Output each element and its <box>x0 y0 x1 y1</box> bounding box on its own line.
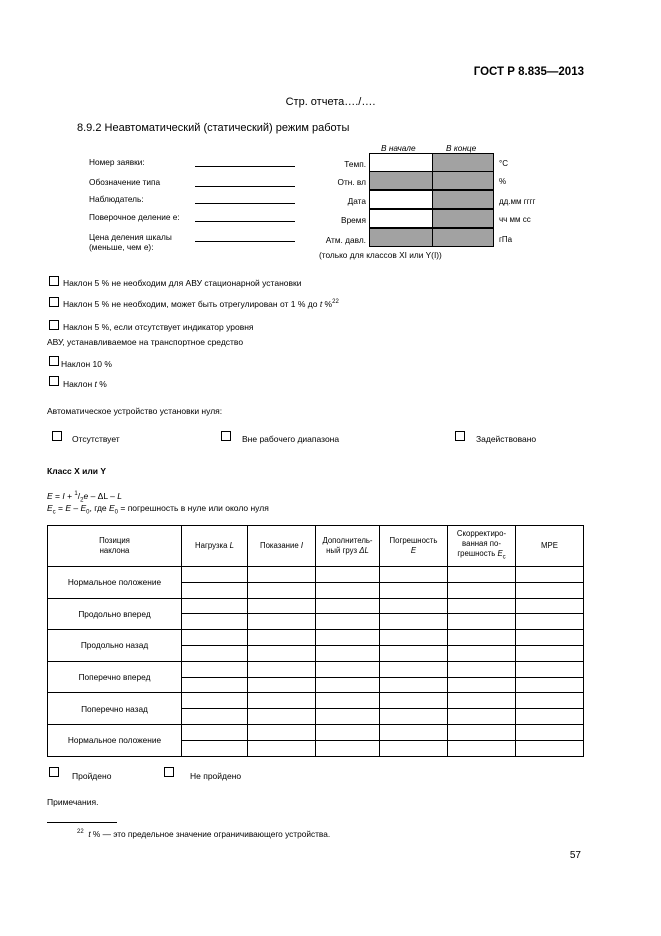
label-temperature: Темп. <box>344 159 366 169</box>
humidity-start-cell[interactable] <box>369 171 433 190</box>
table-cell[interactable] <box>516 724 584 740</box>
report-page-counter: Стр. отчета…./…. <box>285 96 376 108</box>
unit-time: чч мм сс <box>499 215 531 224</box>
table-cell[interactable] <box>182 582 248 598</box>
table-cell[interactable] <box>248 661 316 677</box>
label-passed: Пройдено <box>72 771 112 781</box>
table-cell[interactable] <box>248 693 316 709</box>
table-row <box>48 693 584 709</box>
section-title: 8.9.2 Неавтоматический (статический) режим работы <box>77 122 350 134</box>
option-tilt-adjustable: Наклон 5 % не необходим, может быть отрегулирован от 1 % до t %$^{22}$ <box>63 299 339 309</box>
position-forward: Продольно вперед <box>48 598 182 630</box>
position-normal-1: Нормальное положение <box>48 567 182 599</box>
checkbox-auto-zero-out-of-range[interactable] <box>221 431 231 441</box>
checkbox-passed[interactable] <box>49 767 59 777</box>
column-end: В конце <box>446 143 477 153</box>
table-cell[interactable] <box>182 709 248 725</box>
pressure-end-cell[interactable] <box>432 228 494 247</box>
position-normal-2: Нормальное положение <box>48 724 182 756</box>
table-cell[interactable] <box>380 661 448 677</box>
table-cell[interactable] <box>316 614 380 630</box>
table-cell[interactable] <box>516 693 584 709</box>
table-cell[interactable] <box>448 630 516 646</box>
field-label-verification-interval: Поверочное деление e: <box>89 212 180 222</box>
table-row <box>48 598 584 614</box>
table-cell[interactable] <box>448 677 516 693</box>
label-pressure: Атм. давл. <box>325 235 366 245</box>
table-cell[interactable] <box>380 614 448 630</box>
header-position: Позиция наклона <box>48 526 182 567</box>
table-cell[interactable] <box>182 614 248 630</box>
table-cell[interactable] <box>248 630 316 646</box>
classes-note: (только для классов XI или Y(I)) <box>319 250 442 260</box>
standard-code: ГОСТ Р 8.835—2013 <box>473 66 584 78</box>
table-cell[interactable] <box>448 709 516 725</box>
position-lateral-forward: Поперечно вперед <box>48 661 182 693</box>
table-cell[interactable] <box>448 740 516 756</box>
temp-start-cell[interactable] <box>369 153 433 172</box>
table-cell[interactable] <box>380 693 448 709</box>
time-end-cell[interactable] <box>432 209 494 228</box>
table-cell[interactable] <box>448 598 516 614</box>
checkbox-tilt-10[interactable] <box>49 356 59 366</box>
table-cell[interactable] <box>448 693 516 709</box>
formula-error: $E = I + ^1/_2e - \Delta L - L$ <box>47 491 122 504</box>
table-cell[interactable] <box>380 630 448 646</box>
table-cell[interactable] <box>248 709 316 725</box>
table-row <box>48 630 584 646</box>
label-date: Дата <box>347 196 366 206</box>
table-cell[interactable] <box>248 598 316 614</box>
table-cell[interactable] <box>182 677 248 693</box>
table-cell[interactable] <box>448 645 516 661</box>
table-cell[interactable] <box>516 567 584 583</box>
table-cell[interactable] <box>182 598 248 614</box>
header-reading: Показание I <box>248 526 316 567</box>
notes-label: Примечания. <box>47 797 99 807</box>
table-cell[interactable] <box>316 630 380 646</box>
table-cell[interactable] <box>316 661 380 677</box>
checkbox-tilt-no-level-indicator[interactable] <box>49 320 59 330</box>
unit-date: дд.мм гггг <box>499 197 536 206</box>
option-auto-zero-enabled: Задействовано <box>476 434 537 444</box>
table-cell[interactable] <box>182 645 248 661</box>
option-auto-zero-out-of-range: Вне рабочего диапазона <box>242 434 340 444</box>
option-tilt-not-needed-stationary: Наклон 5 % не необходим для АВУ стационарной установки <box>63 278 302 288</box>
option-tilt-10: Наклон 10 % <box>61 359 112 369</box>
table-cell[interactable] <box>248 645 316 661</box>
table-cell[interactable] <box>380 645 448 661</box>
temp-end-cell[interactable] <box>432 153 494 172</box>
header-additional-load: Дополнитель- ный груз ΔL <box>316 526 380 567</box>
table-cell[interactable] <box>316 724 380 740</box>
table-cell[interactable] <box>316 677 380 693</box>
checkbox-auto-zero-enabled[interactable] <box>455 431 465 441</box>
page-number: 57 <box>569 850 581 861</box>
table-cell[interactable] <box>380 709 448 725</box>
label-humidity: Отн. вл <box>337 177 366 187</box>
table-cell[interactable] <box>516 661 584 677</box>
table-cell[interactable] <box>516 630 584 646</box>
time-start-cell[interactable] <box>369 209 433 228</box>
table-cell[interactable] <box>182 693 248 709</box>
unit-humidity: % <box>499 177 507 186</box>
date-start-cell[interactable] <box>369 190 433 209</box>
field-label-type: Обозначение типа <box>89 177 161 187</box>
table-row <box>48 567 584 583</box>
table-cell[interactable] <box>380 598 448 614</box>
option-tilt-no-level-indicator: Наклон 5 %, если отсутствует индикатор уровня <box>63 322 254 332</box>
table-cell[interactable] <box>448 582 516 598</box>
column-start: В начале <box>381 143 416 153</box>
table-cell[interactable] <box>380 724 448 740</box>
table-cell[interactable] <box>316 709 380 725</box>
table-cell[interactable] <box>516 598 584 614</box>
header-load: Нагрузка L <box>182 526 248 567</box>
table-cell[interactable] <box>316 582 380 598</box>
header-mpe: MPE <box>516 526 584 567</box>
table-cell[interactable] <box>316 598 380 614</box>
table-cell[interactable] <box>380 567 448 583</box>
pressure-start-cell[interactable] <box>369 228 433 247</box>
checkbox-tilt-adjustable[interactable] <box>49 297 59 307</box>
table-cell[interactable] <box>316 740 380 756</box>
option-tilt-t: Наклон t % <box>63 379 107 389</box>
table-cell[interactable] <box>516 582 584 598</box>
table-cell[interactable] <box>448 614 516 630</box>
table-cell[interactable] <box>182 740 248 756</box>
tilt-test-table <box>47 525 584 757</box>
table-cell[interactable] <box>516 709 584 725</box>
table-cell[interactable] <box>248 582 316 598</box>
table-cell[interactable] <box>380 740 448 756</box>
table-cell[interactable] <box>380 582 448 598</box>
label-failed: Не пройдено <box>190 771 242 781</box>
table-row <box>48 661 584 677</box>
table-row <box>48 724 584 740</box>
date-end-cell[interactable] <box>432 190 494 209</box>
table-cell[interactable] <box>248 567 316 583</box>
table-cell[interactable] <box>248 677 316 693</box>
table-cell[interactable] <box>182 567 248 583</box>
unit-pressure: гПа <box>499 235 513 244</box>
table-cell[interactable] <box>448 724 516 740</box>
position-backward: Продольно назад <box>48 630 182 662</box>
formula-corrected-error: $E_c = E - E_0$, где $E_0$ = погрешность в нуле или около нуля <box>47 503 269 516</box>
auto-zero-title: Автоматическое устройство установки нуля: <box>47 406 223 416</box>
field-label-scale-interval: Цена деления шкалы (меньше, чем e): <box>89 232 172 252</box>
checkbox-failed[interactable] <box>164 767 174 777</box>
field-label-request-number: Номер заявки: <box>89 157 145 167</box>
table-cell[interactable] <box>248 614 316 630</box>
option-tilt-vehicle: АВУ, устанавливаемое на транспортное средство <box>47 337 244 347</box>
position-lateral-backward: Поперечно назад <box>48 693 182 725</box>
table-cell[interactable] <box>248 740 316 756</box>
table-cell[interactable] <box>380 677 448 693</box>
option-auto-zero-absent: Отсутствует <box>72 434 120 444</box>
table-cell[interactable] <box>182 630 248 646</box>
footnote: $^{22}$ t % — это предельное значение ограничивающего устройства. <box>77 829 331 839</box>
checkbox-tilt-not-needed-stationary[interactable] <box>49 276 59 286</box>
checkbox-tilt-t[interactable] <box>49 376 59 386</box>
table-cell[interactable] <box>182 661 248 677</box>
class-heading: Класс X или Y <box>47 466 107 476</box>
unit-temperature: °C <box>499 159 508 168</box>
table-cell[interactable] <box>316 693 380 709</box>
humidity-end-cell[interactable] <box>432 171 494 190</box>
field-label-observer: Наблюдатель: <box>89 194 144 204</box>
header-corrected-error: Скорректиро- ванная по- грешность $E_c$ <box>448 526 516 567</box>
checkbox-auto-zero-absent[interactable] <box>52 431 62 441</box>
table-cell[interactable] <box>516 677 584 693</box>
table-cell[interactable] <box>248 724 316 740</box>
table-cell[interactable] <box>448 661 516 677</box>
label-time: Время <box>341 215 366 225</box>
table-cell[interactable] <box>516 740 584 756</box>
table-cell[interactable] <box>448 567 516 583</box>
table-cell[interactable] <box>316 645 380 661</box>
footnote-separator <box>47 822 117 823</box>
header-error: Погрешность E <box>380 526 448 567</box>
table-cell[interactable] <box>316 567 380 583</box>
table-cell[interactable] <box>516 645 584 661</box>
table-cell[interactable] <box>182 724 248 740</box>
table-cell[interactable] <box>516 614 584 630</box>
